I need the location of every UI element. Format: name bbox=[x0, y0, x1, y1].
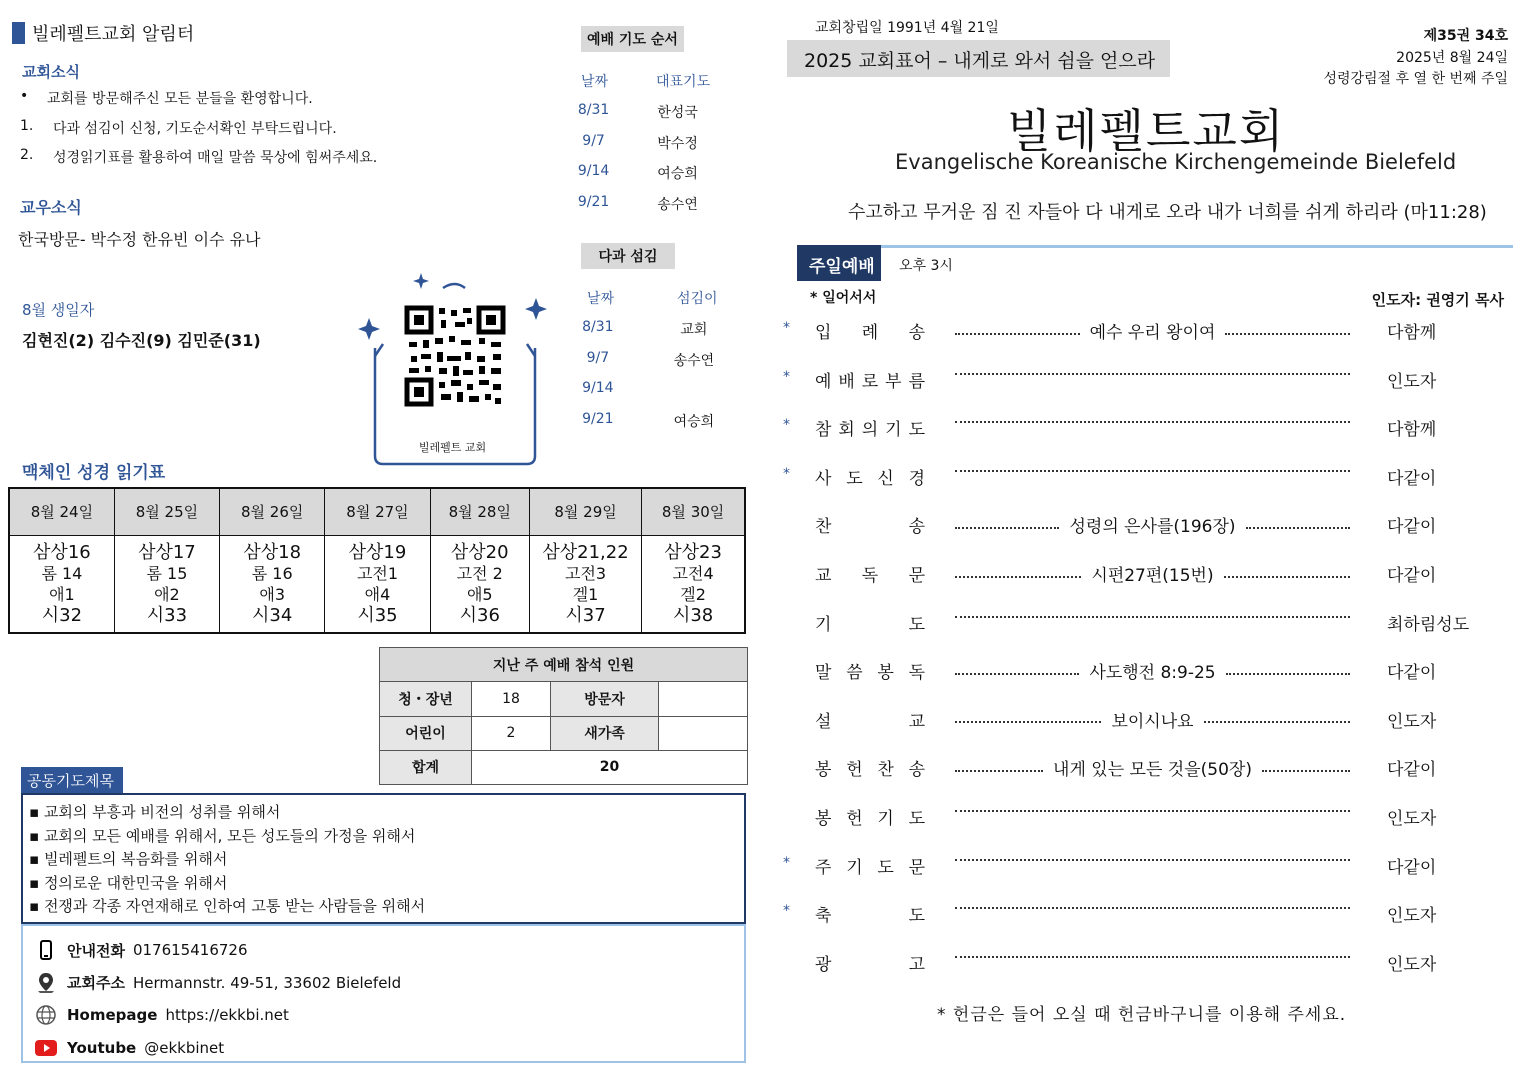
total-count: 20 bbox=[472, 750, 748, 784]
bulletin-header: 빌레펠트교회 알림터 bbox=[32, 24, 195, 45]
service-item-who: 인도자 bbox=[1387, 906, 1437, 927]
table-row bbox=[9, 488, 745, 535]
service-time: 오후 3시 bbox=[899, 258, 953, 274]
youtube-icon bbox=[33, 1040, 59, 1056]
birthday-text: 김현진(2) 김수진(9) 김민준(31) bbox=[22, 331, 261, 350]
stand-note: * 일어서서 bbox=[810, 290, 877, 306]
service-item-name: 교 독 문 bbox=[815, 566, 925, 586]
visitor-count bbox=[659, 682, 748, 716]
table-row: 8/31 교회 bbox=[582, 319, 708, 338]
service-item-name: 참 회 의 기 도 bbox=[815, 420, 925, 441]
news-item: • 교회를 방문해주신 모든 분들을 환영합니다. bbox=[20, 88, 313, 107]
visitor-label: 방문자 bbox=[551, 682, 659, 716]
service-item-leader-dots bbox=[955, 901, 1350, 909]
service-item-leader-dots bbox=[955, 610, 1350, 618]
reading-cell: 삼상20 고전 2 애5 시36 bbox=[430, 535, 529, 633]
news-item: 1. 다과 섬김이 신청, 기도순서확인 부탁드립니다. bbox=[20, 117, 337, 137]
table-row: 8/31 한성국 bbox=[577, 102, 698, 121]
table-row: 9/21 여승희 bbox=[582, 410, 715, 430]
founding-date: 교회창립일 1991년 4월 21일 bbox=[815, 20, 999, 36]
issue-season: 성령강림절 후 열 한 번째 주일 bbox=[1323, 71, 1508, 87]
service-item-who: 다같이 bbox=[1387, 566, 1437, 586]
contact-address: 교회주소 Hermannstr. 49-51, 33602 Bielefeld bbox=[33, 967, 734, 1000]
service-item-leader-dots bbox=[955, 853, 1350, 861]
service-item bbox=[780, 853, 1500, 883]
total-label: 합계 bbox=[380, 750, 472, 784]
service-item-who: 인도자 bbox=[1387, 711, 1437, 732]
service-item-who: 다같이 bbox=[1387, 517, 1437, 538]
service-item-name: 입 례 송 bbox=[815, 323, 925, 343]
service-item-name: 축 도 bbox=[815, 906, 925, 927]
list-item: ▪ 교회의 부흥과 비전의 성취를 위해서 bbox=[29, 803, 281, 821]
header-bar bbox=[12, 22, 25, 44]
service-item bbox=[780, 367, 1500, 397]
table-row: 9/7 박수정 bbox=[582, 132, 698, 152]
service-item-who: 다같이 bbox=[1387, 468, 1437, 489]
service-item-name: 봉 헌 기 도 bbox=[815, 809, 925, 829]
service-item-name: 주 기 도 문 bbox=[815, 857, 925, 878]
attendance-table bbox=[379, 647, 748, 785]
table-row bbox=[380, 750, 748, 784]
service-item bbox=[780, 755, 1500, 785]
contact-homepage: Homepage https://ekkbi.net bbox=[33, 999, 734, 1032]
snack-col-date: 날짜 bbox=[587, 291, 615, 307]
reading-cell: 삼상16 롬 14 애1 시32 bbox=[9, 535, 114, 633]
stand-mark: * bbox=[783, 417, 790, 434]
service-item bbox=[780, 707, 1500, 737]
list-item: ▪ 교회의 모든 예배를 위해서, 모든 성도들의 가정을 위해서 bbox=[29, 826, 416, 845]
member-news-title: 교우소식 bbox=[20, 198, 82, 217]
service-item-who: 인도자 bbox=[1387, 371, 1437, 392]
table-row bbox=[380, 682, 748, 716]
newfam-label: 새가족 bbox=[551, 716, 659, 750]
service-item-who: 다함께 bbox=[1387, 323, 1437, 343]
service-item bbox=[780, 318, 1500, 348]
service-item-who: 인도자 bbox=[1387, 954, 1437, 975]
service-item-who: 인도자 bbox=[1387, 809, 1437, 829]
stand-mark: * bbox=[783, 903, 790, 920]
prayer-order-title: 예배 기도 순서 bbox=[581, 26, 684, 52]
prayer-topics-title: 공동기도제목 bbox=[21, 767, 123, 793]
table-row bbox=[380, 716, 748, 750]
theme-verse: 수고하고 무거운 짐 진 자들아 다 내게로 오라 내가 너희를 쉬게 하리라 (마11:28) bbox=[848, 202, 1487, 223]
service-item-who: 다함께 bbox=[1387, 420, 1437, 441]
service-title: 주일예배 bbox=[797, 245, 881, 281]
reading-date: 8월 25일 bbox=[114, 488, 219, 535]
service-item bbox=[780, 415, 1500, 445]
issue-volume: 제35권 34호 bbox=[1423, 28, 1508, 44]
birthday-title: 8월 생일자 bbox=[22, 301, 95, 319]
kids-count: 2 bbox=[472, 716, 551, 750]
offering-note: * 헌금은 들어 오실 때 헌금바구니를 이용해 주세요. bbox=[937, 1005, 1347, 1025]
service-divider bbox=[881, 245, 1513, 248]
prayer-topics-box bbox=[21, 793, 746, 924]
qr-caption: 빌레펠트 교회 bbox=[418, 441, 487, 454]
reading-cell: 삼상18 롬 16 애3 시34 bbox=[220, 535, 325, 633]
service-item-name: 광 고 bbox=[815, 954, 925, 975]
issue-date: 2025년 8월 24일 bbox=[1396, 50, 1508, 66]
service-item-leader-dots bbox=[955, 415, 1350, 423]
prayer-order-list bbox=[570, 102, 720, 224]
reading-date: 8월 29일 bbox=[529, 488, 641, 535]
service-item-leader-dots bbox=[955, 755, 1350, 780]
contact-info-box bbox=[21, 924, 746, 1063]
service-item-leader-dots bbox=[955, 707, 1350, 732]
list-item: ▪ 빌레펠트의 복음화를 위해서 bbox=[29, 850, 228, 868]
church-name-german: Evangelische Koreanische Kirchengemeinde Bielefeld bbox=[895, 150, 1457, 174]
service-item-leader-dots bbox=[955, 804, 1350, 812]
newfam-count bbox=[659, 716, 748, 750]
service-item-detail: 사도행전 8:9-25 bbox=[1089, 663, 1216, 684]
service-item-name: 기 도 bbox=[815, 614, 925, 635]
service-item bbox=[780, 561, 1500, 591]
service-item-who: 최하림성도 bbox=[1387, 614, 1470, 635]
reading-date: 8월 30일 bbox=[642, 488, 745, 535]
service-item-detail: 예수 우리 왕이여 bbox=[1089, 323, 1216, 343]
service-item-name: 말 씀 봉 독 bbox=[815, 663, 925, 684]
contact-phone: 안내전화 017615416726 bbox=[33, 934, 734, 967]
snack-title: 다과 섬김 bbox=[581, 243, 675, 269]
service-item-leader-dots bbox=[955, 950, 1350, 958]
service-item-leader-dots bbox=[955, 512, 1350, 537]
list-item: ▪ 전쟁과 각종 자연재해로 인하여 고통 받는 사람들을 위해서 bbox=[29, 897, 426, 915]
attendance-title: 지난 주 예배 참석 인원 bbox=[380, 648, 748, 682]
church-name: 빌레펠트교회 bbox=[1006, 104, 1286, 158]
service-item-leader-dots bbox=[955, 318, 1350, 343]
reading-date: 8월 27일 bbox=[325, 488, 430, 535]
prayer-order-col-leader: 대표기도 bbox=[656, 74, 711, 90]
service-item-name: 설 교 bbox=[815, 711, 925, 732]
service-item-detail: 내게 있는 모든 것을(50장) bbox=[1053, 760, 1252, 781]
reading-date: 8월 26일 bbox=[220, 488, 325, 535]
service-item-name: 예 배 로 부 름 bbox=[815, 371, 925, 392]
reading-cell: 삼상19 고전1 애4 시35 bbox=[325, 535, 430, 633]
service-leader: 인도자: 권영기 목사 bbox=[1371, 291, 1504, 309]
church-motto: 2025 교회표어 – 내게로 와서 쉼을 얻으라 bbox=[804, 50, 1156, 72]
service-item-leader-dots bbox=[955, 367, 1350, 375]
phone-icon bbox=[33, 940, 59, 960]
youth-count: 18 bbox=[472, 682, 551, 716]
contact-youtube: Youtube @ekkbinet bbox=[33, 1032, 734, 1065]
service-item-leader-dots bbox=[955, 464, 1350, 472]
member-news-text: 한국방문- 박수정 한유빈 이수 유나 bbox=[18, 230, 261, 249]
table-row: 9/7 송수연 bbox=[586, 349, 715, 369]
stand-mark: * bbox=[783, 368, 790, 385]
table-row: 9/14 bbox=[582, 380, 614, 396]
church-news-title: 교회소식 bbox=[22, 63, 80, 81]
service-item-detail: 보이시나요 bbox=[1111, 711, 1194, 732]
reading-date: 8월 28일 bbox=[430, 488, 529, 535]
service-item bbox=[780, 950, 1500, 980]
reading-table bbox=[8, 487, 746, 634]
table-row: 9/14 여승희 bbox=[577, 163, 698, 182]
prayer-order-col-date: 날짜 bbox=[581, 74, 609, 90]
stand-mark: * bbox=[783, 320, 790, 336]
service-item-who: 다같이 bbox=[1387, 663, 1437, 684]
service-item-name: 봉 헌 찬 송 bbox=[815, 760, 925, 781]
service-item-who: 다같이 bbox=[1387, 857, 1437, 878]
kids-label: 어린이 bbox=[380, 716, 472, 750]
youth-label: 청・장년 bbox=[380, 682, 472, 716]
qr-frame-icon bbox=[355, 268, 550, 468]
service-item bbox=[780, 512, 1500, 542]
snack-list bbox=[575, 319, 735, 441]
table-row bbox=[9, 535, 745, 633]
reading-date: 8월 24일 bbox=[9, 488, 114, 535]
service-item-name: 사 도 신 경 bbox=[815, 468, 925, 489]
service-item-name: 찬 송 bbox=[815, 517, 925, 538]
service-item-who: 다같이 bbox=[1387, 760, 1437, 781]
qr-badge bbox=[355, 268, 550, 468]
service-item-leader-dots bbox=[955, 561, 1350, 586]
snack-col-server: 섬김이 bbox=[677, 291, 718, 307]
table-row: 9/21 송수연 bbox=[577, 193, 698, 213]
service-item bbox=[780, 804, 1500, 834]
service-item bbox=[780, 901, 1500, 931]
service-item-leader-dots bbox=[955, 658, 1350, 683]
reading-cell: 삼상21,22 고전3 겔1 시37 bbox=[529, 535, 641, 633]
service-item bbox=[780, 610, 1500, 640]
stand-mark: * bbox=[783, 465, 790, 482]
globe-icon bbox=[33, 1004, 59, 1026]
table-row bbox=[380, 648, 748, 682]
reading-title: 맥체인 성경 읽기표 bbox=[22, 463, 166, 483]
stand-mark: * bbox=[783, 854, 790, 871]
service-item-detail: 시편27편(15번) bbox=[1091, 566, 1214, 586]
church-news-list bbox=[20, 88, 560, 177]
news-item: 2. 성경읽기표를 활용하여 매일 말씀 묵상에 힘써주세요. bbox=[20, 147, 378, 166]
reading-cell: 삼상23 고전4 겔2 시38 bbox=[642, 535, 745, 633]
location-icon bbox=[33, 972, 59, 994]
service-item bbox=[780, 464, 1500, 494]
service-item bbox=[780, 658, 1500, 688]
service-item-detail: 성령의 은사를(196장) bbox=[1069, 517, 1236, 538]
list-item: ▪ 정의로운 대한민국을 위해서 bbox=[29, 873, 228, 892]
reading-cell: 삼상17 롬 15 애2 시33 bbox=[114, 535, 219, 633]
